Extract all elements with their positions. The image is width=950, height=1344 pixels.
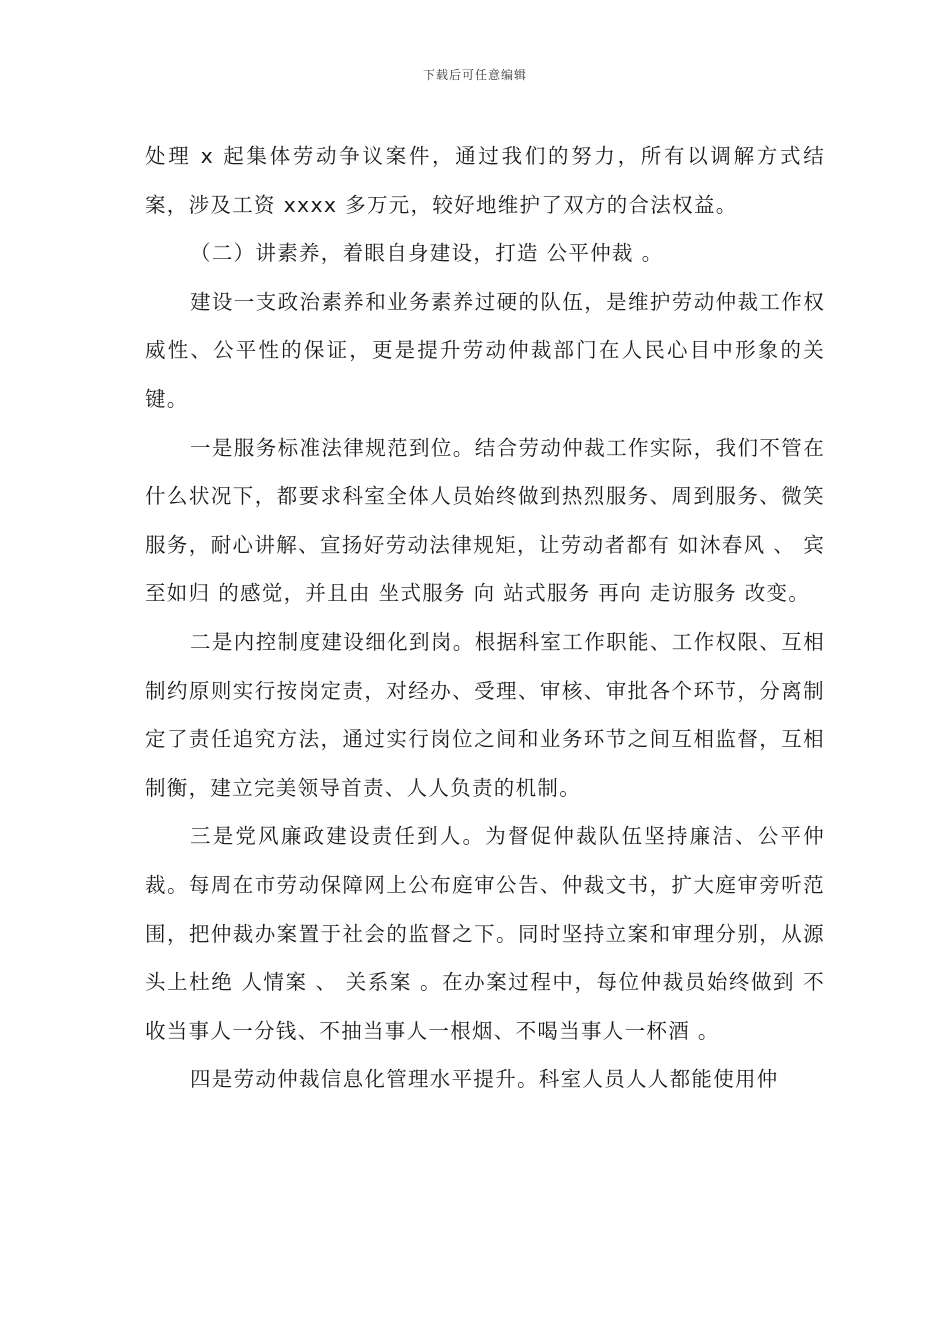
paragraph-4: 一是服务标准法律规范到位。结合劳动仲裁工作实际，我们不管在什么状况下，都要求科室全体人员始终做到热烈服务、周到服务、微笑服务，耐心讲解、宣扬好劳动法律规矩，让劳动者都有 如沐春风 、 宾至如归 的感觉，并且由 坐式服务 向 站式服务 再向 走访服务 改变。 — [145, 435, 825, 606]
page-header: 下载后可任意编辑 — [422, 68, 527, 82]
paragraph-1: 处理 x 起集体劳动争议案件，通过我们的努力，所有以调解方式结案，涉及工资 xxxx 多万元，较好地维护了双方的合法权益。 — [145, 144, 825, 217]
paragraph-6: 三是党风廉政建设责任到人。为督促仲裁队伍坚持廉洁、公平仲裁。每周在市劳动保障网上公布庭审公告、仲裁文书，扩大庭审旁听范围，把仲裁办案置于社会的监督之下。同时坚持立案和审理分别，从源头上杜绝 人情案 、 关系案 。在办案过程中，每位仲裁员始终做到 不收当事人一分钱、不抽当事人一根烟、不喝当事人一杯酒 。 — [145, 824, 825, 1043]
paragraph-5: 二是内控制度建设细化到岗。根据科室工作职能、工作权限、互相制约原则实行按岗定责，对经办、受理、审核、审批各个环节，分离制定了责任追究方法，通过实行岗位之间和业务环节之间互相监督，互相制衡，建立完美领导首责、人人负责的机制。 — [145, 629, 825, 800]
paragraph-3: 建设一支政治素养和业务素养过硬的队伍，是维护劳动仲裁工作权威性、公平性的保证，更是提升劳动仲裁部门在人民心目中形象的关键。 — [145, 289, 825, 411]
paragraph-2-heading: （二）讲素养，着眼自身建设，打造 公平仲裁 。 — [190, 241, 664, 266]
paragraph-7: 四是劳动仲裁信息化管理水平提升。科室人员人人都能使用仲 — [190, 1067, 779, 1092]
document-body — [145, 132, 825, 1104]
